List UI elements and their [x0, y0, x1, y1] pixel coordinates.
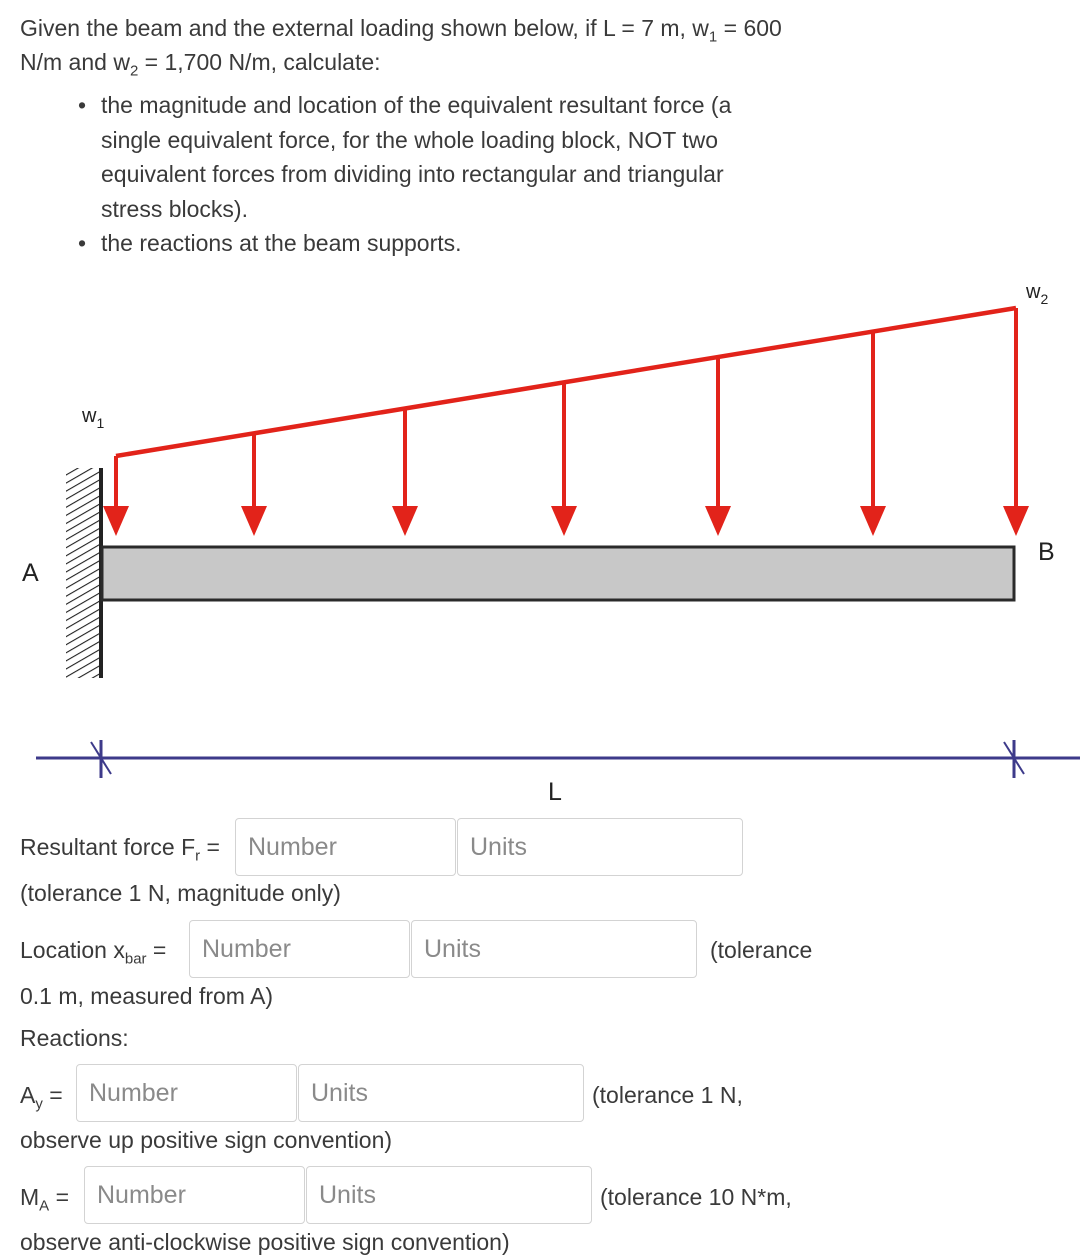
label-length: L [548, 778, 562, 800]
resultant-number-input[interactable] [235, 818, 456, 876]
location-note-b: 0.1 m, measured from A) [20, 983, 274, 1009]
ma-note-a: (tolerance 10 N*m, [600, 1184, 792, 1210]
problem-statement [20, 11, 820, 79]
ay-units-input[interactable] [298, 1064, 584, 1122]
beam [102, 547, 1014, 600]
problem-line-1: Given the beam and the external loading shown below, if L = 7 m, $w_1 = 600$ [20, 15, 782, 46]
task-list [78, 88, 778, 261]
distributed-load [103, 308, 1029, 536]
ay-number-input[interactable] [76, 1064, 297, 1122]
load-arrow [860, 331, 886, 536]
load-arrow [1003, 308, 1029, 536]
resultant-note: (tolerance 1 N, magnitude only) [20, 880, 341, 906]
dimension-line [36, 740, 1080, 778]
label-a: A [22, 559, 39, 587]
ay-note-b: observe up positive sign convention) [20, 1127, 393, 1153]
label-b: B [1038, 538, 1055, 566]
ay-note-a: (tolerance 1 N, [592, 1082, 743, 1108]
resultant-units-input[interactable] [457, 818, 743, 876]
task-item-resultant: • the magnitude and location of the equivalent resultant force (a single equivalent force, for the whole loading block, NOT two equivalent forces from dividing into rectangular and triangular stress blocks). [78, 88, 778, 226]
load-arrow [705, 357, 731, 536]
beam-diagram [0, 270, 1080, 800]
label-w1: $w_1$ [82, 405, 105, 431]
location-number-input[interactable] [189, 920, 410, 978]
load-arrow [551, 382, 577, 536]
ma-number-input[interactable] [84, 1166, 305, 1224]
load-arrow [241, 433, 267, 536]
resultant-label: Resultant force $F_r$ = [20, 834, 220, 865]
location-label: Location $x_{bar}$ = [20, 937, 167, 968]
label-w2: $w_2$ [1026, 281, 1049, 307]
load-arrow [103, 456, 129, 536]
ay-label: $A_y$ = [20, 1082, 63, 1113]
ma-note-b: observe anti-clockwise positive sign convention) [20, 1229, 510, 1255]
reactions-heading: Reactions: [20, 1025, 129, 1051]
ma-units-input[interactable] [306, 1166, 592, 1224]
ma-label: $M_A$ = [20, 1184, 70, 1215]
load-arrow [392, 408, 418, 536]
problem-line-2: N/m and $w_2 = 1,700$ N/m, calculate: [20, 49, 381, 80]
location-units-input[interactable] [411, 920, 697, 978]
fixed-support [66, 468, 101, 678]
task-item-reactions: • the reactions at the beam supports. [78, 226, 778, 261]
location-note-a: (tolerance [710, 937, 813, 963]
